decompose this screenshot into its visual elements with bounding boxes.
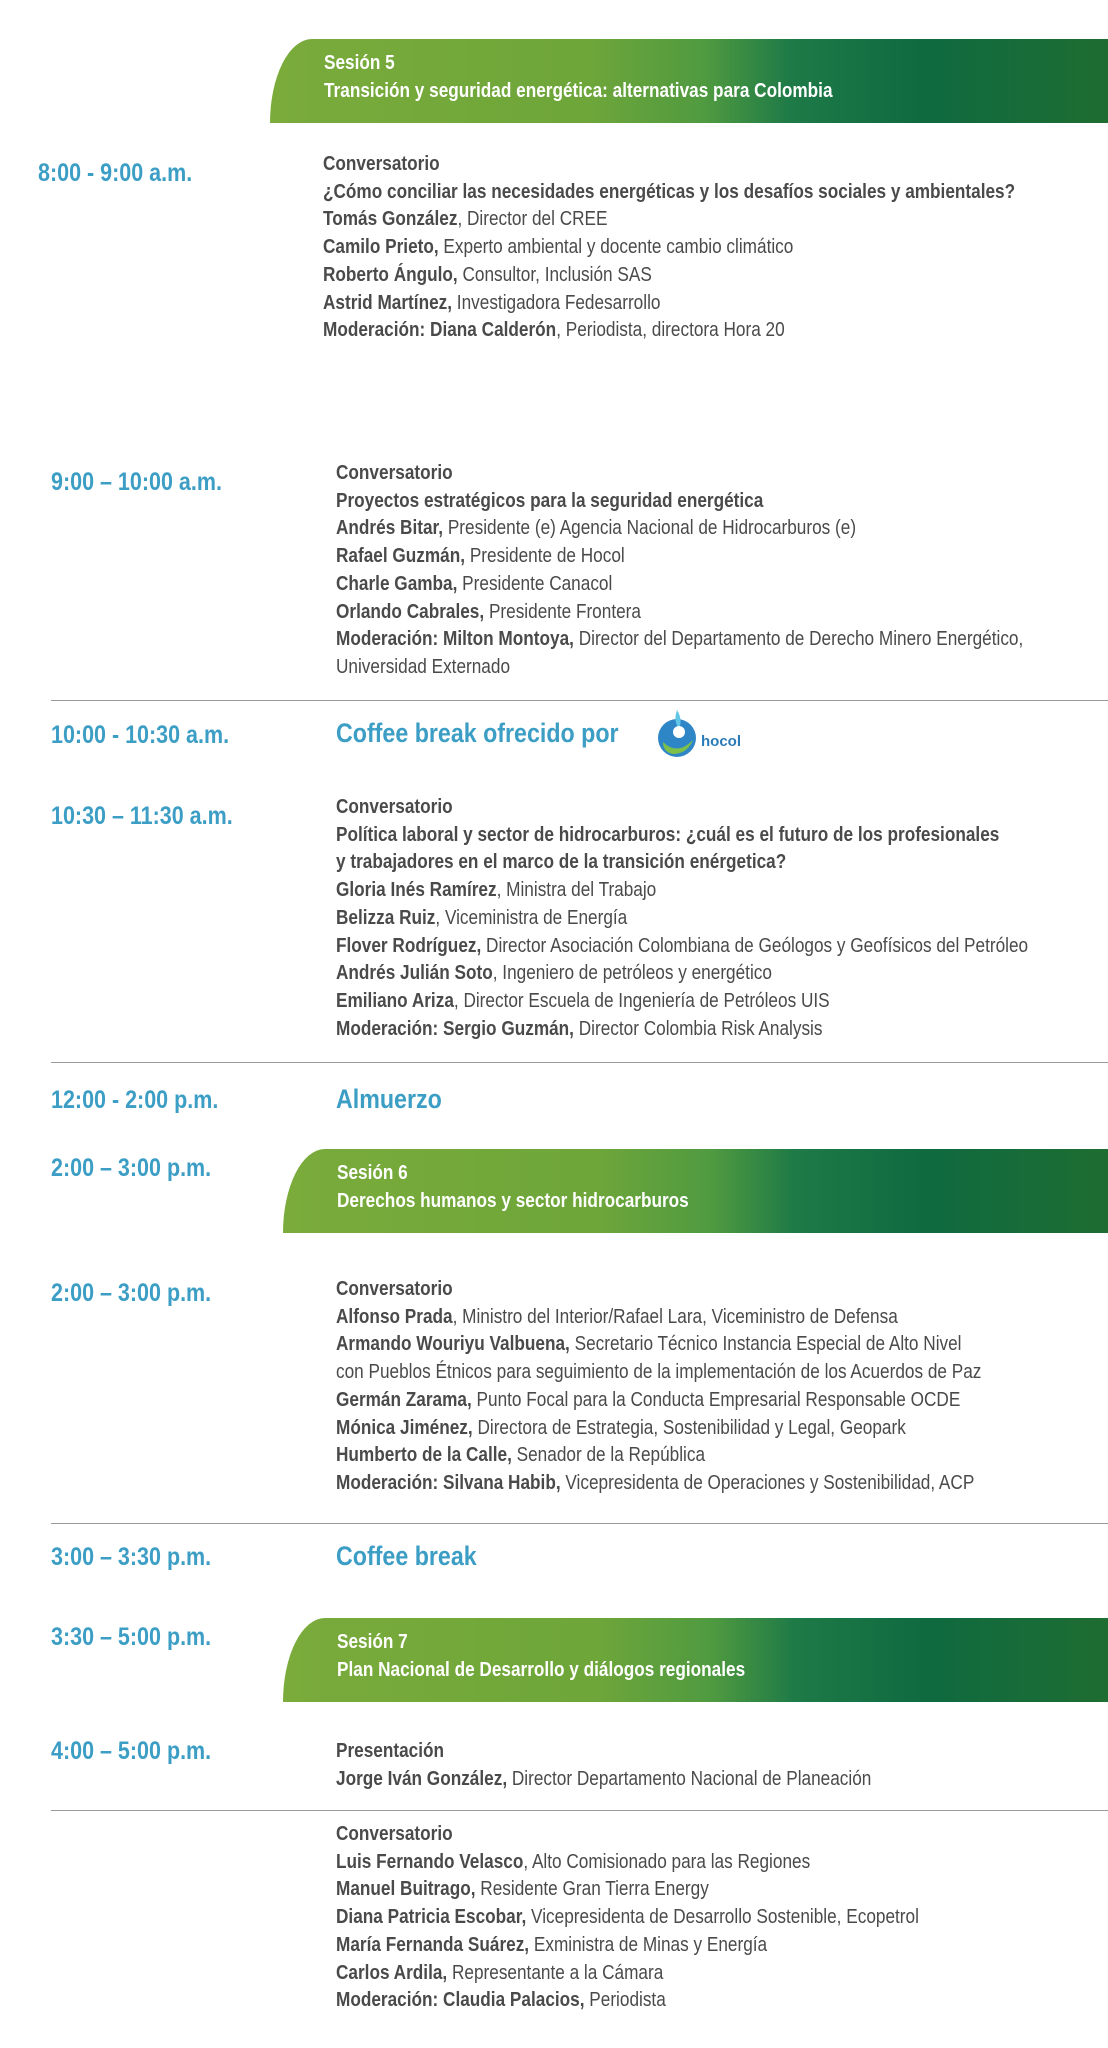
speaker: Flover Rodríguez, Director Asociación Colombiana de Geólogos y Geofísicos del Petróleo bbox=[336, 934, 1029, 957]
agenda-block bbox=[336, 460, 1023, 682]
speaker: Mónica Jiménez, Directora de Estrategia, Sostenibilidad y Legal, Geopark bbox=[336, 1416, 906, 1439]
speaker: Andrés Bitar, Presidente (e) Agencia Nacional de Hidrocarburos (e) bbox=[336, 517, 857, 540]
time-slot: 12:00 - 2:00 p.m. bbox=[51, 1086, 219, 1114]
speaker: Armando Wouriyu Valbuena, Secretario Técnico Instancia Especial de Alto Nivel bbox=[336, 1333, 962, 1356]
block-type: Presentación bbox=[336, 1740, 445, 1762]
speaker: Carlos Ardila, Representante a la Cámara bbox=[336, 1961, 664, 1984]
block-title: Proyectos estratégicos para la seguridad energética bbox=[336, 489, 764, 512]
divider bbox=[51, 1810, 1108, 1811]
lunch-label: Almuerzo bbox=[336, 1084, 442, 1114]
speaker: Tomás González, Director del CREE bbox=[323, 208, 608, 231]
block-title-continued: y trabajadores en el marco de la transición enérgetica? bbox=[336, 851, 787, 874]
session-6-banner bbox=[283, 1149, 1108, 1233]
block-type: Conversatorio bbox=[323, 153, 440, 175]
time-slot: 10:30 – 11:30 a.m. bbox=[51, 802, 233, 830]
session-label: Sesión 6 bbox=[337, 1162, 408, 1184]
speaker-continued: Universidad Externado bbox=[336, 655, 511, 678]
moderator: Moderación: Sergio Guzmán, Director Colombia Risk Analysis bbox=[336, 1017, 823, 1040]
speaker: Andrés Julián Soto, Ingeniero de petróleos y energético bbox=[336, 962, 772, 985]
speaker: Camilo Prieto, Experto ambiental y docente cambio climático bbox=[323, 236, 794, 259]
agenda-block bbox=[323, 151, 1015, 345]
agenda-block bbox=[336, 1738, 871, 1793]
session-7-banner bbox=[283, 1618, 1108, 1702]
hocol-logo bbox=[655, 706, 745, 762]
block-type: Conversatorio bbox=[336, 1823, 453, 1845]
session-title: Plan Nacional de Desarrollo y diálogos regionales bbox=[337, 1659, 746, 1681]
session-label: Sesión 7 bbox=[337, 1631, 408, 1653]
speaker: Rafael Guzmán, Presidente de Hocol bbox=[336, 545, 625, 568]
block-type: Conversatorio bbox=[336, 462, 453, 484]
speaker: Orlando Cabrales, Presidente Frontera bbox=[336, 600, 641, 623]
speaker: Germán Zarama, Punto Focal para la Conducta Empresarial Responsable OCDE bbox=[336, 1388, 961, 1411]
agenda-block bbox=[336, 1821, 919, 2015]
session-title: Transición y seguridad energética: alternativas para Colombia bbox=[324, 80, 833, 102]
agenda-block bbox=[336, 794, 1028, 1043]
time-slot: 2:00 – 3:00 p.m. bbox=[51, 1154, 212, 1182]
speaker: Humberto de la Calle, Senador de la República bbox=[336, 1444, 706, 1467]
time-slot: 9:00 – 10:00 a.m. bbox=[51, 468, 222, 496]
time-slot: 10:00 - 10:30 a.m. bbox=[51, 721, 230, 749]
time-slot: 4:00 – 5:00 p.m. bbox=[51, 1737, 212, 1765]
session-5-banner bbox=[270, 39, 1108, 123]
time-slot: 2:00 – 3:00 p.m. bbox=[51, 1279, 212, 1307]
moderator: Moderación: Silvana Habib, Vicepresidenta de Operaciones y Sostenibilidad, ACP bbox=[336, 1471, 975, 1494]
moderator: Moderación: Claudia Palacios, Periodista bbox=[336, 1989, 666, 2012]
divider bbox=[51, 700, 1108, 701]
speaker: Roberto Ángulo, Consultor, Inclusión SAS bbox=[323, 263, 652, 286]
agenda-block bbox=[336, 1276, 981, 1498]
speaker: Manuel Buitrago, Residente Gran Tierra Energy bbox=[336, 1878, 709, 1901]
speaker: Diana Patricia Escobar, Vicepresidenta de Desarrollo Sostenible, Ecopetrol bbox=[336, 1906, 919, 1929]
speaker: Emiliano Ariza, Director Escuela de Ingeniería de Petróleos UIS bbox=[336, 989, 830, 1012]
moderator: Moderación: Milton Montoya, Director del Departamento de Derecho Minero Energético, bbox=[336, 628, 1024, 651]
speaker: Alfonso Prada, Ministro del Interior/Rafael Lara, Viceministro de Defensa bbox=[336, 1305, 898, 1328]
speaker: Gloria Inés Ramírez, Ministra del Trabajo bbox=[336, 879, 657, 902]
time-slot: 3:30 – 5:00 p.m. bbox=[51, 1623, 212, 1651]
hocol-logo-text: hocol bbox=[701, 733, 741, 750]
speaker: Jorge Iván González, Director Departamento Nacional de Planeación bbox=[336, 1767, 872, 1790]
divider bbox=[51, 1523, 1108, 1524]
speaker-continued: con Pueblos Étnicos para seguimiento de la implementación de los Acuerdos de Paz bbox=[336, 1361, 982, 1384]
speaker: Astrid Martínez, Investigadora Fedesarrollo bbox=[323, 291, 661, 314]
block-title: Política laboral y sector de hidrocarburos: ¿cuál es el futuro de los profesionales bbox=[336, 823, 1000, 846]
block-type: Conversatorio bbox=[336, 796, 453, 818]
speaker: María Fernanda Suárez, Exministra de Minas y Energía bbox=[336, 1933, 768, 1956]
moderator: Moderación: Diana Calderón, Periodista, directora Hora 20 bbox=[323, 319, 785, 342]
session-label: Sesión 5 bbox=[324, 52, 395, 74]
speaker: Luis Fernando Velasco, Alto Comisionado para las Regiones bbox=[336, 1850, 811, 1873]
block-title: ¿Cómo conciliar las necesidades energéticas y los desafíos sociales y ambientales? bbox=[323, 180, 1016, 203]
coffee-break-label: Coffee break bbox=[336, 1541, 477, 1571]
divider bbox=[51, 1062, 1108, 1063]
speaker: Charle Gamba, Presidente Canacol bbox=[336, 572, 613, 595]
time-slot: 3:00 – 3:30 p.m. bbox=[51, 1543, 212, 1571]
coffee-break-sponsored: Coffee break ofrecido por bbox=[336, 718, 619, 748]
block-type: Conversatorio bbox=[336, 1278, 453, 1300]
time-slot: 8:00 - 9:00 a.m. bbox=[38, 159, 193, 187]
speaker: Belizza Ruiz, Viceministra de Energía bbox=[336, 906, 628, 929]
session-title: Derechos humanos y sector hidrocarburos bbox=[337, 1190, 689, 1212]
